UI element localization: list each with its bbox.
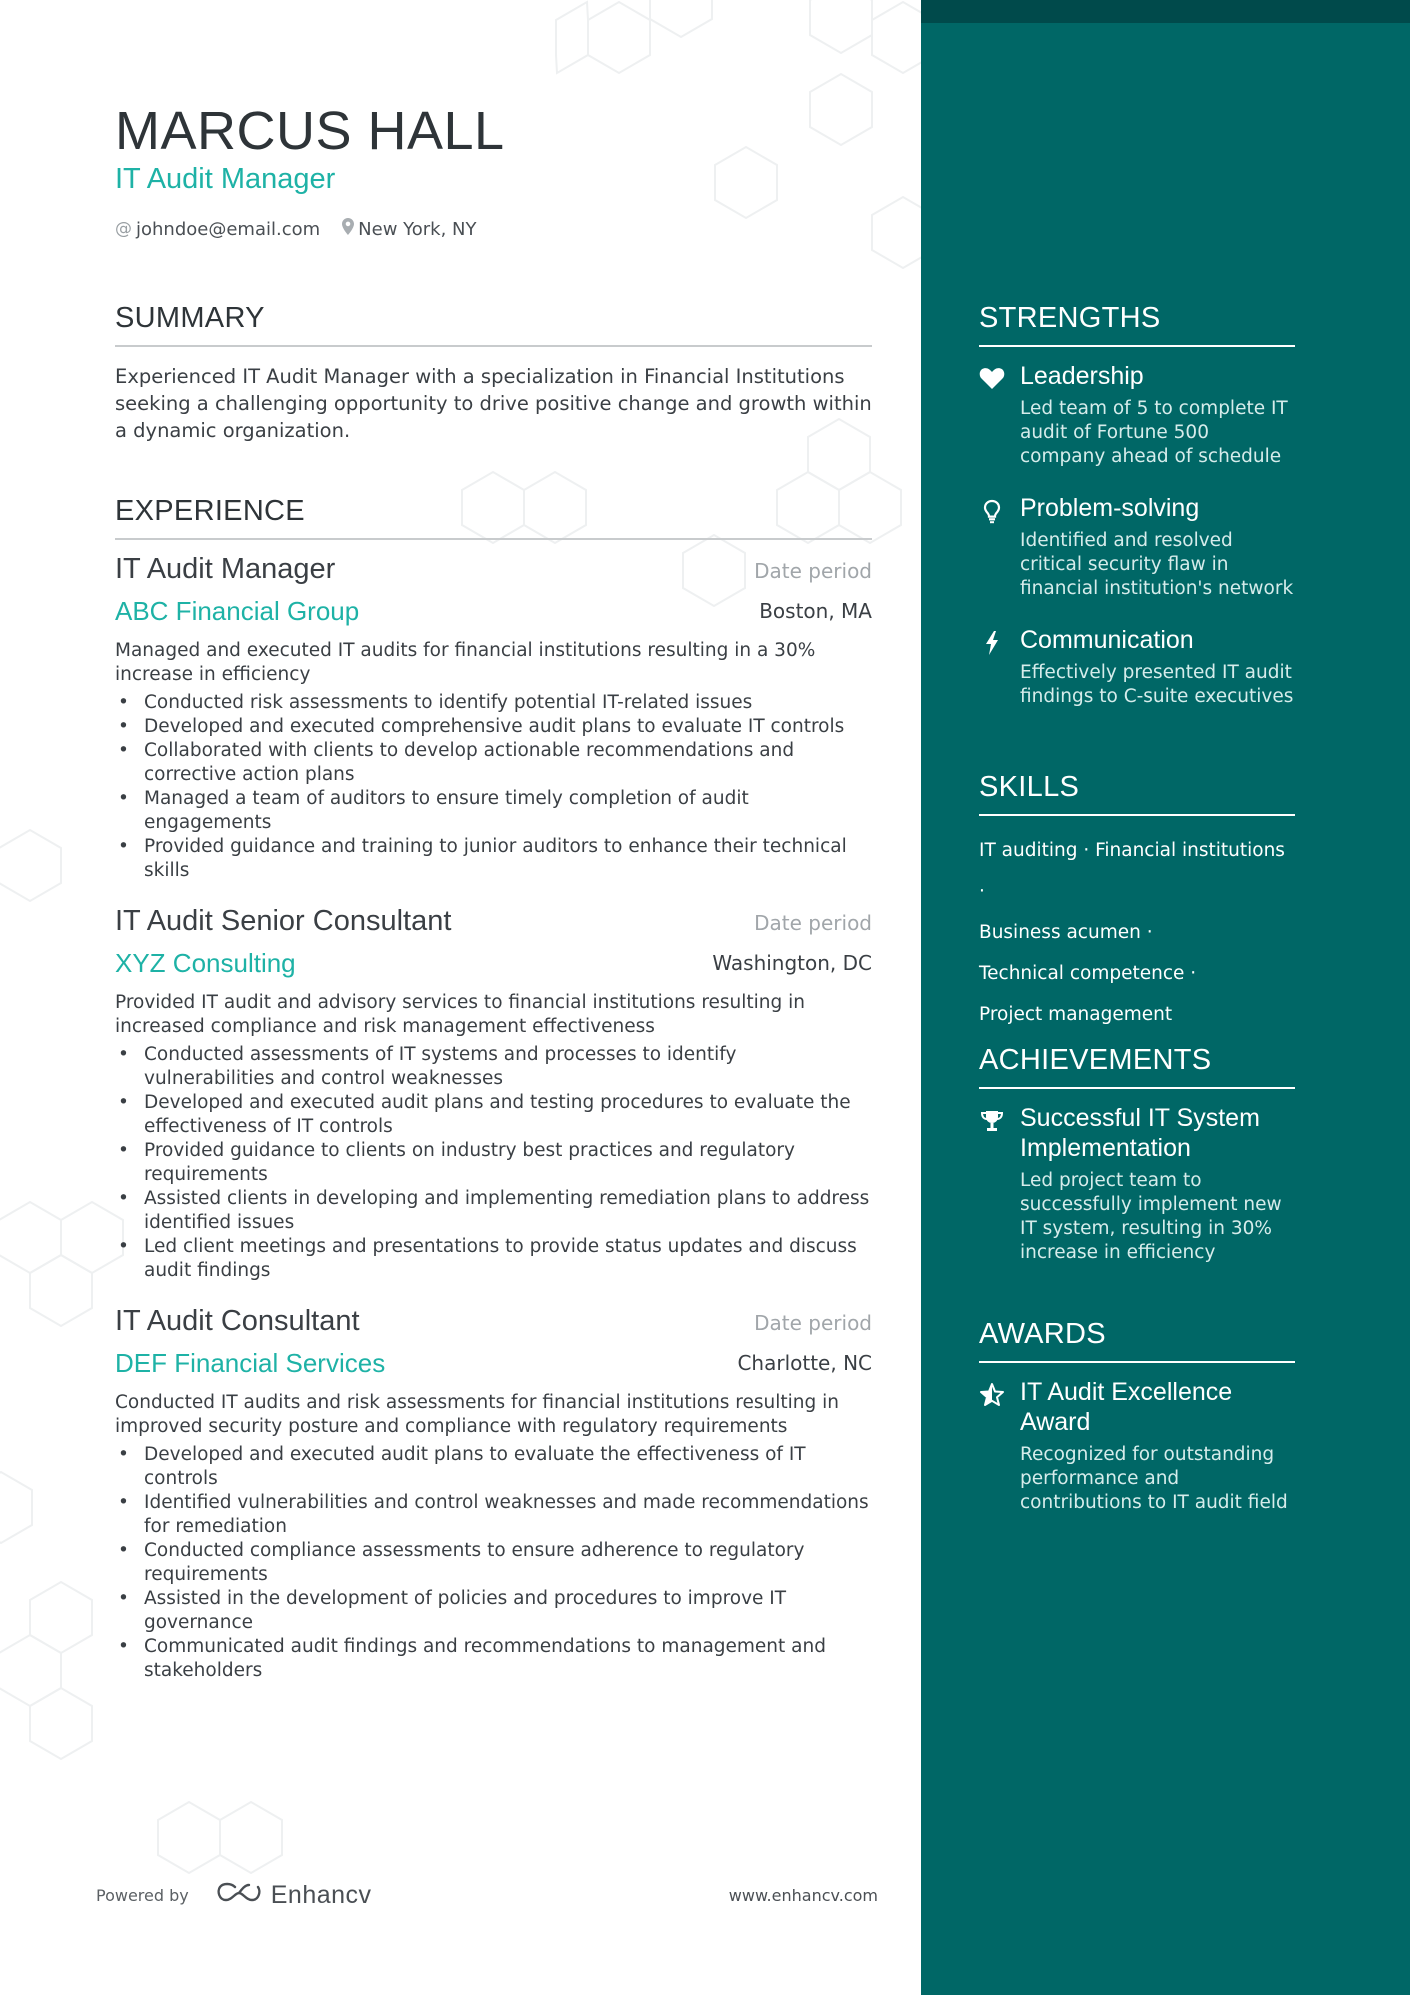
- job-company: DEF Financial Services: [115, 1348, 386, 1378]
- job-bullet: • Conducted compliance assessments to ensure adherence to regulatory requirements: [115, 1539, 872, 1587]
- skills-heading: SKILLS: [979, 771, 1080, 803]
- location-contact: [342, 218, 476, 240]
- strength-description: Led team of 5 to complete IT audit of Fortune 500 company ahead of schedule: [1020, 398, 1288, 467]
- job-bullet: • Provided guidance to clients on industry best practices and regulatory requirements: [115, 1139, 872, 1187]
- job-role: IT Audit Consultant: [115, 1305, 360, 1337]
- job-company: ABC Financial Group: [115, 596, 360, 626]
- job-entry: [115, 553, 872, 883]
- summary-heading: SUMMARY: [115, 302, 265, 334]
- job-location: Washington, DC: [712, 951, 872, 975]
- award-title: IT Audit Excellence Award: [1020, 1378, 1233, 1436]
- skills-section: [979, 771, 1295, 1035]
- skills-list: [979, 830, 1295, 1035]
- achievement-title: Successful IT System Implementation: [1020, 1104, 1260, 1162]
- experience-heading: EXPERIENCE: [115, 495, 305, 527]
- enhancv-logo[interactable]: [215, 1881, 372, 1910]
- job-bullet: • Managed a team of auditors to ensure timely completion of audit engagements: [115, 787, 872, 835]
- job-date: Date period: [754, 559, 872, 583]
- awards-section: [979, 1318, 1295, 1515]
- awards-divider: [979, 1361, 1295, 1363]
- job-company: XYZ Consulting: [115, 948, 296, 978]
- strength-description: Identified and resolved critical security flaw in financial institution's network: [1020, 530, 1294, 599]
- job-description: Provided IT audit and advisory services to financial institutions resulting in increased compliance and risk management effectiveness: [115, 992, 806, 1037]
- sidebar-top-bar: [921, 0, 1410, 23]
- job-role: IT Audit Senior Consultant: [115, 905, 452, 937]
- job-location: Boston, MA: [759, 599, 872, 623]
- skills-divider: [979, 814, 1295, 816]
- footer: [96, 1877, 878, 1913]
- job-location: Charlotte, NC: [737, 1351, 872, 1375]
- lightbulb-icon: [979, 498, 1005, 524]
- job-entry: [115, 905, 872, 1283]
- summary-divider: [115, 345, 872, 347]
- candidate-name: MARCUS HALL: [115, 101, 505, 161]
- experience-divider: [115, 538, 872, 540]
- achievements-divider: [979, 1087, 1295, 1089]
- job-bullet: • Developed and executed audit plans to evaluate the effectiveness of IT controls: [115, 1443, 872, 1491]
- job-bullet: • Collaborated with clients to develop actionable recommendations and corrective action plans: [115, 739, 872, 787]
- strength-item: [979, 361, 1295, 469]
- achievements-heading: ACHIEVEMENTS: [979, 1044, 1212, 1076]
- job-role: IT Audit Manager: [115, 553, 336, 585]
- skill-line: Business acumen ·: [979, 922, 1153, 943]
- skill-line: IT auditing · Financial institutions ·: [979, 840, 1285, 902]
- job-bullets: [115, 691, 872, 883]
- bolt-icon: [979, 630, 1005, 656]
- skill-line: Technical competence ·: [979, 963, 1197, 984]
- enhancv-logo-icon: [215, 1881, 263, 1909]
- powered-by-text: Powered by: [96, 1885, 189, 1905]
- job-bullet: • Developed and executed audit plans and testing procedures to evaluate the effectiveness of IT controls: [115, 1091, 872, 1139]
- strength-item: [979, 625, 1295, 709]
- job-bullet: • Led client meetings and presentations to provide status updates and discuss audit findings: [115, 1235, 872, 1283]
- strength-title: Communication: [1020, 626, 1194, 654]
- job-bullet: • Assisted clients in developing and implementing remediation plans to address identified issues: [115, 1187, 872, 1235]
- strengths-divider: [979, 345, 1295, 347]
- job-bullet: • Provided guidance and training to junior auditors to enhance their technical skills: [115, 835, 872, 883]
- achievement-description: Led project team to successfully implement new IT system, resulting in 30% increase in efficiency: [1020, 1170, 1282, 1263]
- strength-item: [979, 493, 1295, 601]
- email-text: johndoe@email.com: [136, 218, 321, 240]
- location-pin-icon: [342, 218, 354, 240]
- job-bullet: • Identified vulnerabilities and control weaknesses and made recommendations for remediation: [115, 1491, 872, 1539]
- awards-heading: AWARDS: [979, 1318, 1106, 1350]
- summary-section: [115, 302, 872, 444]
- job-description: Conducted IT audits and risk assessments for financial institutions resulting in improved security posture and compliance with regulatory requirements: [115, 1392, 840, 1437]
- strengths-heading: STRENGTHS: [979, 302, 1161, 334]
- location-text: New York, NY: [358, 218, 477, 240]
- strength-title: Problem-solving: [1020, 494, 1200, 522]
- strength-description: Effectively presented IT audit findings to C-suite executives: [1020, 662, 1294, 707]
- job-bullet: • Conducted assessments of IT systems and processes to identify vulnerabilities and control weaknesses: [115, 1043, 872, 1091]
- job-bullet: • Developed and executed comprehensive audit plans to evaluate IT controls: [115, 715, 872, 739]
- strengths-section: [979, 302, 1295, 709]
- heart-icon: [979, 366, 1005, 392]
- job-bullet: • Assisted in the development of policies and procedures to improve IT governance: [115, 1587, 872, 1635]
- trophy-icon: [979, 1108, 1005, 1134]
- brand-name: Enhancv: [270, 1880, 372, 1909]
- skill-line: Project management: [979, 1004, 1173, 1025]
- achievement-item: [979, 1103, 1295, 1265]
- contact-info: [115, 218, 498, 240]
- job-date: Date period: [754, 1311, 872, 1335]
- candidate-title: IT Audit Manager: [115, 163, 336, 195]
- star-icon: [979, 1382, 1005, 1408]
- job-entry: [115, 1305, 872, 1683]
- award-description: Recognized for outstanding performance and contributions to IT audit field: [1020, 1444, 1288, 1513]
- job-bullet: • Communicated audit findings and recommendations to management and stakeholders: [115, 1635, 872, 1683]
- job-description: Managed and executed IT audits for financial institutions resulting in a 30% increase in efficiency: [115, 640, 816, 685]
- award-item: [979, 1377, 1295, 1515]
- website-link[interactable]: www.enhancv.com: [728, 1886, 878, 1905]
- job-bullets: [115, 1043, 872, 1283]
- at-icon: @: [115, 219, 132, 239]
- job-bullets: [115, 1443, 872, 1683]
- strength-title: Leadership: [1020, 362, 1144, 390]
- job-date: Date period: [754, 911, 872, 935]
- summary-text: Experienced IT Audit Manager with a specialization in Financial Institutions seeking a challenging opportunity to drive positive change and growth within a dynamic organization.: [115, 365, 872, 442]
- achievements-section: [979, 1044, 1295, 1265]
- job-bullet: • Conducted risk assessments to identify potential IT-related issues: [115, 691, 872, 715]
- experience-section: [115, 495, 872, 1683]
- email-contact[interactable]: [115, 219, 320, 240]
